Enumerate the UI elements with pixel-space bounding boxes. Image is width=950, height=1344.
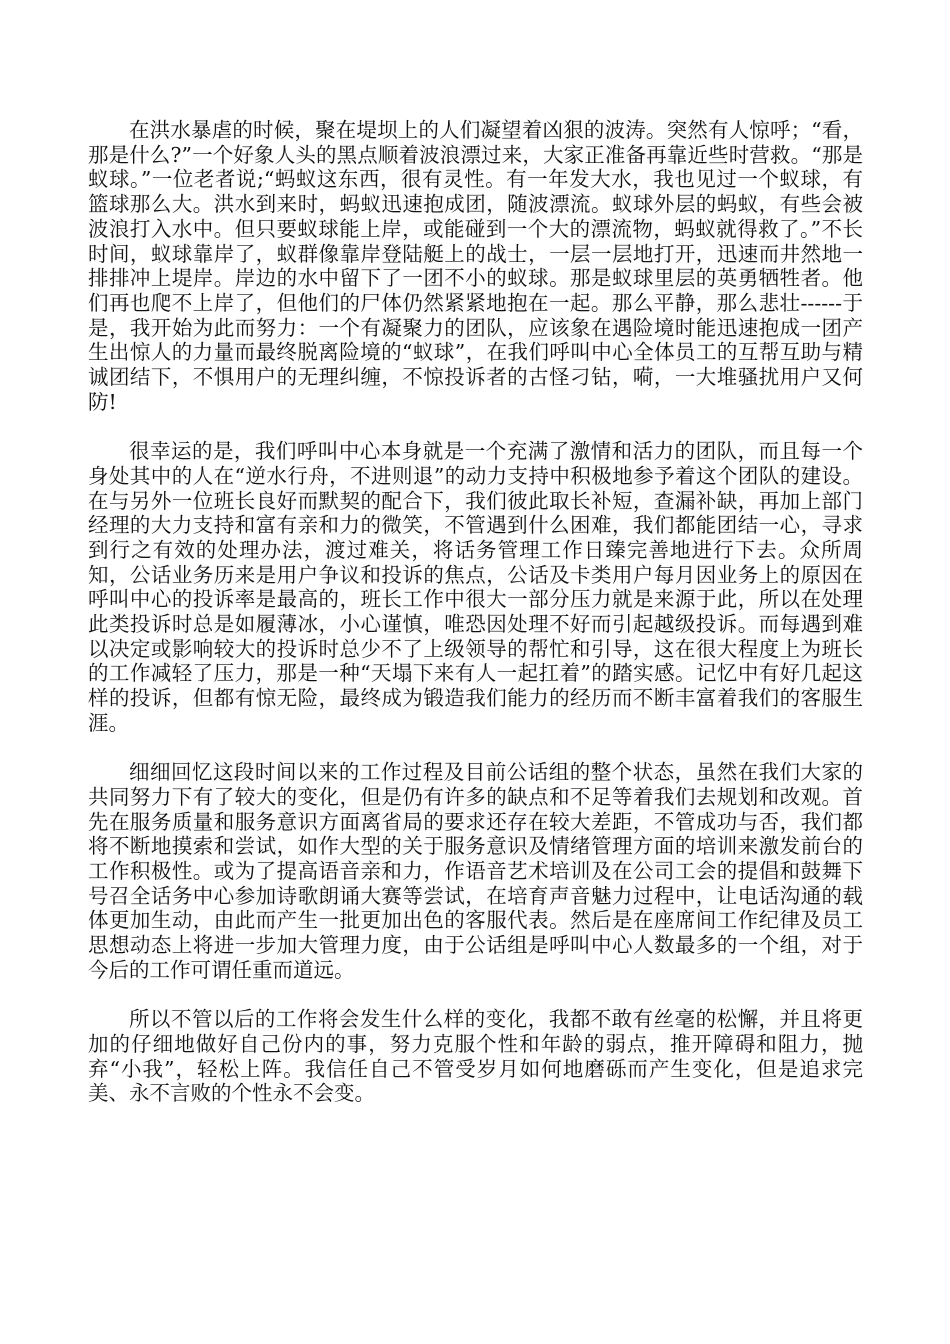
- document-body: [88, 118, 863, 1131]
- paragraph-reflection: 细细回忆这段时间以来的工作过程及目前公话组的整个状态，虽然在我们大家的共同努力下有了较大的变化，但是仍有许多的缺点和不足等着我们去规划和改观。首先在服务质量和服务意识方面离省局的要求还存在较大差距，不管成功与否，我们都将不断地摸索和尝试，如作大型的关于服务意识及情绪管理方面的培训来激发前台的工作积极性。或为了提高语音亲和力，作语音艺术培训及在公司工会的提倡和鼓舞下号召全话务中心参加诗歌朗诵大赛等尝试，在培育声音魅力过程中，让电话沟通的载体更加生动，由此而产生一批更加出色的客服代表。然后是在座席间工作纪律及员工思想动态上将进一步加大管理力度，由于公话组是呼叫中心人数最多的一个组，对于今后的工作可谓任重而道远。: [88, 760, 863, 982]
- paragraph-team-support: 很幸运的是，我们呼叫中心本身就是一个充满了激情和活力的团队，而且每一个身处其中的人在“逆水行舟，不进则退”的动力支持中积极地参予着这个团队的建设。在与另外一位班长良好而默契的配合下，我们彼此取长补短，查漏补缺，再加上部门经理的大力支持和富有亲和力的微笑，不管遇到什么困难，我们都能团结一心，寻求到行之有效的处理办法，渡过难关，将话务管理工作日臻完善地进行下去。众所周知，公话业务历来是用户争议和投诉的焦点，公话及卡类用户每月因业务上的原因在呼叫中心的投诉率是最高的，班长工作中很大一部分压力就是来源于此，所以在处理此类投诉时总是如履薄冰，小心谨慎，唯恐因处理不好而引起越级投诉。而每遇到难以决定或影响较大的投诉时总少不了上级领导的帮忙和引导，这在很大程度上为班长的工作减轻了压力，那是一种“天塌下来有人一起扛着”的踏实感。记忆中有好几起这样的投诉，但都有惊无险，最终成为锻造我们能力的经历而不断丰富着我们的客服生涯。: [88, 439, 863, 735]
- paragraph-resolution: 所以不管以后的工作将会发生什么样的变化，我都不敢有丝毫的松懈，并且将更加的仔细地做好自己份内的事，努力克服个性和年龄的弱点，推开障碍和阻力，抛弃“小我”，轻松上阵。我信任自己不管受岁月如何地磨砾而产生变化，但是追求完美、永不言败的个性永不会变。: [88, 1007, 863, 1106]
- paragraph-ant-ball: 在洪水暴虐的时候，聚在堤坝上的人们凝望着凶狠的波涛。突然有人惊呼；“看，那是什么?”一个好象人头的黑点顺着波浪漂过来，大家正准备再靠近些时营救。“那是蚁球。”一位老者说;“蚂蚁这东西，很有灵性。有一年发大水，我也见过一个蚁球，有篮球那么大。洪水到来时，蚂蚁迅速抱成团，随波漂流。蚁球外层的蚂蚁，有些会被波浪打入水中。但只要蚁球能上岸，或能碰到一个大的漂流物，蚂蚁就得救了。”不长时间，蚁球靠岸了，蚁群像靠岸登陆艇上的战士，一层一层地打开，迅速而井然地一排排冲上堤岸。岸边的水中留下了一团不小的蚁球。那是蚁球里层的英勇牺牲者。他们再也爬不上岸了，但他们的尸体仍然紧紧地抱在一起。那么平静，那么悲壮------于是，我开始为此而努力：一个有凝聚力的团队，应该象在遇险境时能迅速抱成一团产生出惊人的力量而最终脱离险境的“蚁球”，在我们呼叫中心全体员工的互帮互助与精诚团结下，不惧用户的无理纠缠，不惊投诉者的古怪刁钻，嗬，一大堆骚扰用户又何防!: [88, 118, 863, 414]
